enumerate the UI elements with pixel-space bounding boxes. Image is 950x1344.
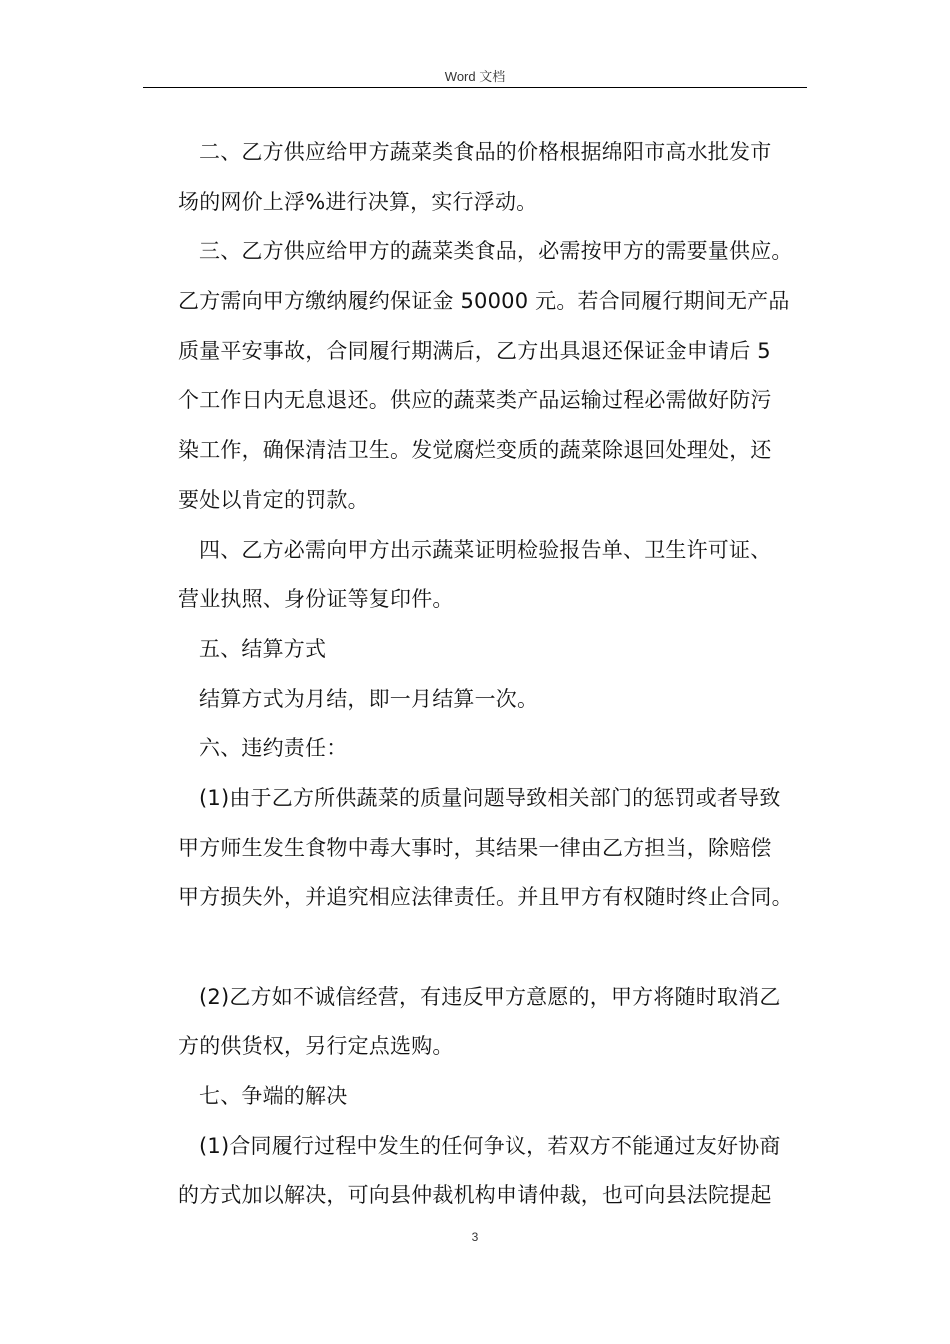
paragraph-line: 染工作，确保清洁卫生。发觉腐烂变质的蔬菜除退回处理处，还 <box>178 438 772 463</box>
paragraph-line: 甲方师生发生食物中毒大事时，其结果一律由乙方担当，除赔偿 <box>178 835 772 860</box>
paragraph-line: 三、乙方供应给甲方的蔬菜类食品，必需按甲方的需要量供应。 <box>199 239 793 264</box>
paragraph-line: 场的网价上浮%进行决算，实行浮动。 <box>178 189 538 214</box>
paragraph-line: (2)乙方如不诚信经营，有违反甲方意愿的，甲方将随时取消乙 <box>199 984 781 1009</box>
blank-line <box>178 923 818 973</box>
section-heading: 七、争端的解决 <box>199 1084 348 1109</box>
paragraph-line: 结算方式为月结，即一月结算一次。 <box>199 686 539 711</box>
paragraph-line: 二、乙方供应给甲方蔬菜类食品的价格根据绵阳市高水批发市 <box>199 140 772 164</box>
paragraph-line: 的方式加以解决，可向县仲裁机构申请仲裁，也可向县法院提起 <box>178 1183 772 1208</box>
document-body <box>178 128 818 1221</box>
paragraph-line: 四、乙方必需向甲方出示蔬菜证明检验报告单、卫生许可证、 <box>199 537 772 562</box>
section-heading: 五、结算方式 <box>199 636 327 661</box>
paragraph-line: 质量平安事故，合同履行期满后，乙方出具退还保证金申请后 5 <box>178 338 771 363</box>
paragraph-line: 要处以肯定的罚款。 <box>178 487 369 512</box>
paragraph-line: (1)由于乙方所供蔬菜的质量问题导致相关部门的惩罚或者导致 <box>199 785 781 810</box>
header-divider <box>143 87 807 88</box>
section-heading: 六、违约责任： <box>199 736 348 761</box>
paragraph-line: 甲方损失外，并追究相应法律责任。并且甲方有权随时终止合同。 <box>178 885 793 910</box>
paragraph-line: 个工作日内无息退还。供应的蔬菜类产品运输过程必需做好防污 <box>178 388 772 413</box>
document-header: Word 文档 <box>444 69 506 84</box>
paragraph-line: 乙方需向甲方缴纳履约保证金 50000 元。若合同履行期间无产品 <box>178 289 790 314</box>
paragraph-line: 营业执照、身份证等复印件。 <box>178 587 454 612</box>
paragraph-line: 方的供货权，另行定点选购。 <box>178 1034 454 1059</box>
page-number: 3 <box>471 1230 479 1244</box>
paragraph-line: (1)合同履行过程中发生的任何争议，若双方不能通过友好协商 <box>199 1133 781 1158</box>
